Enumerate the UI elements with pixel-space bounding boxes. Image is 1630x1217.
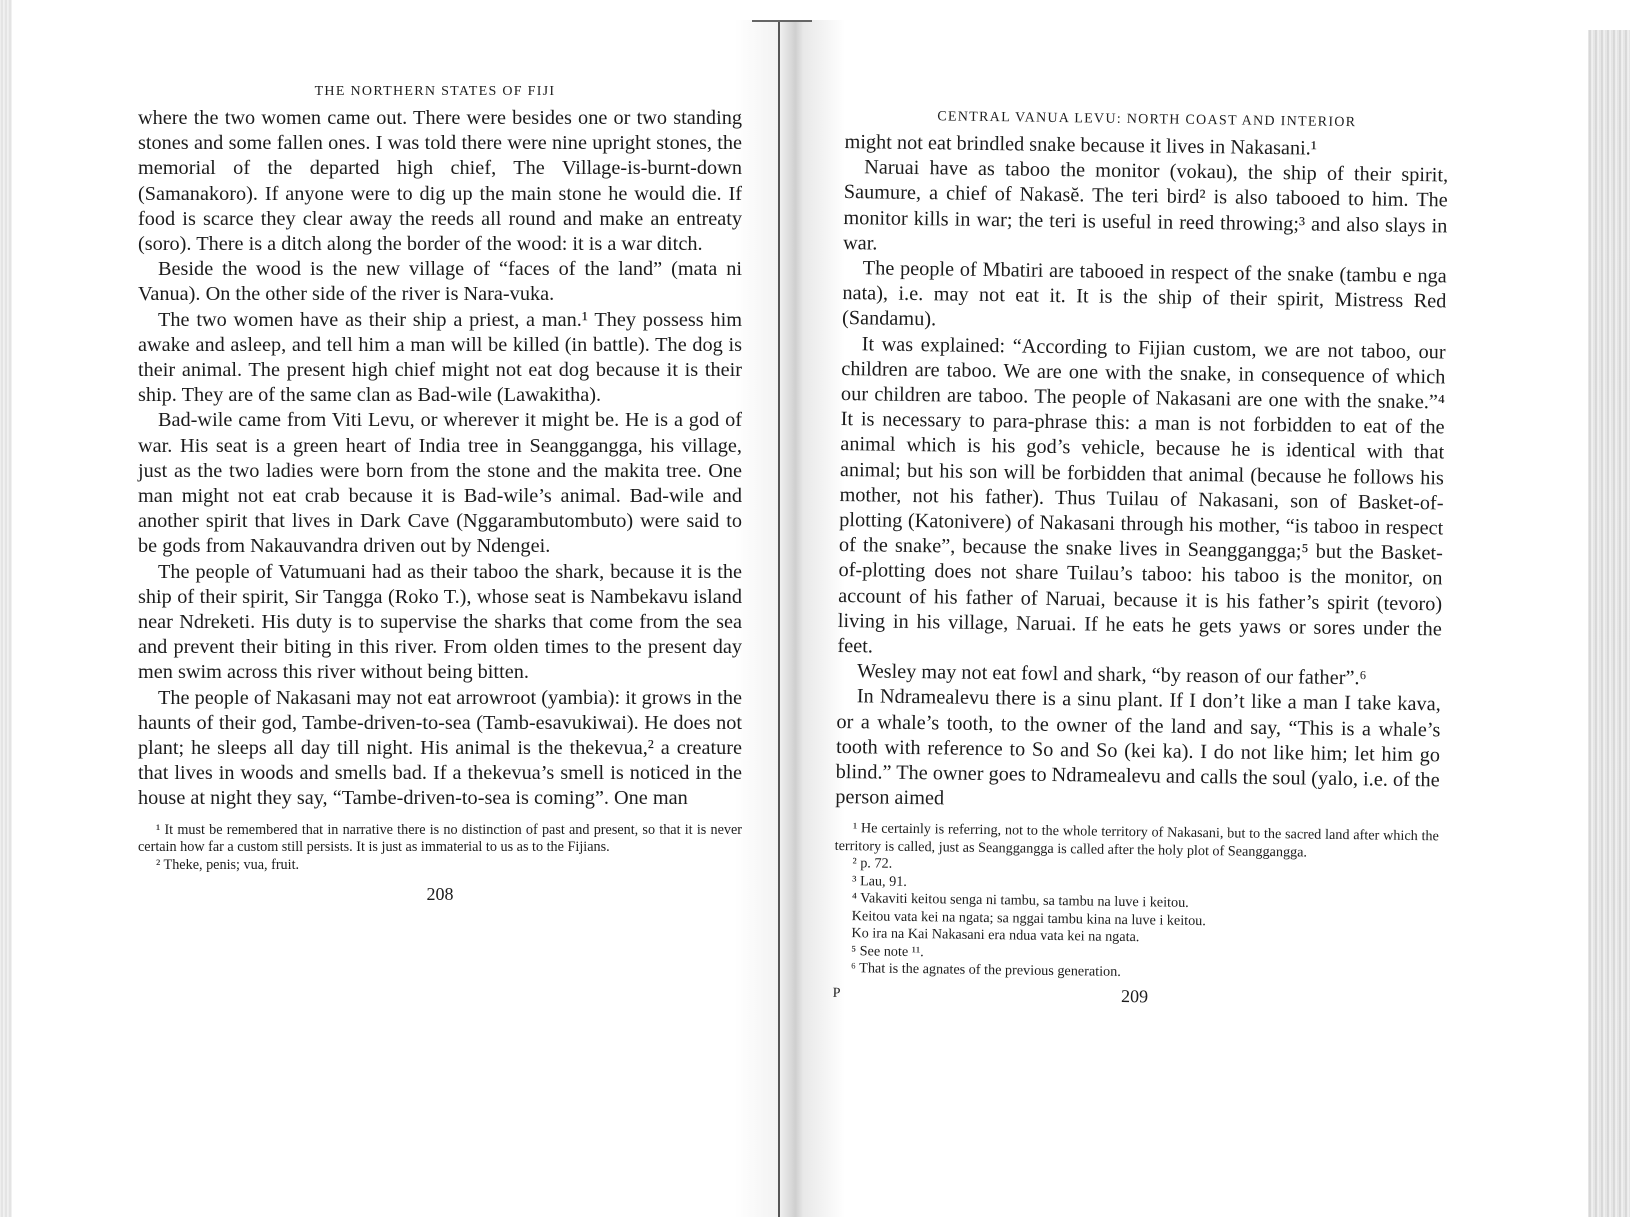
page-footer	[833, 982, 1437, 1011]
page-number: 208	[426, 884, 454, 905]
paragraph: The people of Nakasani may not eat arrowroot (yambia): it grows in the haunts of their god, Tambe-driven-to-sea (Tamb-esavukiwai). He does not plant; he sleeps all day till night. His animal is the thekevua,² a creature that lives in woods and smells bad. If a thekevua’s smell is noticed in the house at night they say, “Tambe-driven-to-sea is coming”. One man	[138, 686, 742, 810]
paragraph: Naruai have as taboo the monitor (vokau), the ship of their spirit, Saumure, a chief of Nakasĕ. The teri bird² is also tabooed to him. The monitor kills in war; the teri is useful in reed throwing;³ and also slays in war.	[842, 156, 1449, 255]
footnote: Keitou vata kei na ngata; sa nggai tambu kina na luve i keitou.	[851, 908, 1206, 930]
paragraph: Wesley may not eat fowl and shark, “by reason of our father”.⁶	[856, 660, 1367, 690]
top-notch	[752, 20, 812, 22]
footnote: ¹ It must be remembered that in narrative there is no distinction of past and present, so that it is never certain how far a custom still persists. It is just as immaterial to us as to the Fijians.	[138, 821, 742, 856]
left-page	[138, 84, 742, 905]
page-number: 209	[1120, 985, 1149, 1007]
paragraph: The people of Mbatiri are tabooed in respect of the snake (tambu e nga nata), i.e. may not eat it. It is the ship of their spirit, Mistress Red (Sandamu).	[841, 257, 1447, 331]
running-head: CENTRAL VANUA LEVU: NORTH COAST AND INTERIOR	[937, 109, 1357, 131]
running-head: THE NORTHERN STATES OF FIJI	[314, 84, 556, 99]
paragraph: where the two women came out. There were besides one or two standing stones and some fallen ones. I was told there were nine upright stones, the memorial of the departed high chief, The Village-is-burnt-down (Samanakoro). If anyone were to dig up the main stone he would die. If food is scarce they clear away the reeds all round and make an entreaty (soro). There is a ditch along the border of the wood: it is a war ditch.	[138, 107, 742, 256]
paragraph: Beside the wood is the new village of “faces of the land” (mata ni Vanua). On the other side of the river is Nara-vuka.	[138, 258, 742, 306]
right-page-edges	[1588, 30, 1630, 1217]
footnotes	[138, 822, 742, 875]
paragraph: It was explained: “According to Fijian custom, we are not taboo, our children are taboo. We are one with the snake, in consequence of which our children are taboo. The people of Nakasani are one with the snake.”⁴ It is necessary to para-phrase this: a man is not forbidden to eat of the animal which is his god’s vehicle, because he is identical with that animal; but his son will be forbidden that animal (because he follows his mother, not his father). Thus Tuilau of Nakasani, son of Basket-of-plotting (Katonivere) of Nakasani through his mother, “is taboo in respect of the snake”, because the snake lives in Seanggangga;⁵ but the Basket-of-plotting does not share Tuilau’s taboo: his taboo is the monitor, on account of his father of Naruai, because it is his father’s spirit (tevoro) living in his village, Naruai. If he eats he gets yaws or sores under the feet.	[837, 332, 1446, 658]
paragraph: The two women have as their ship a priest, a man.¹ They possess him awake and asleep, and tell him a man will be killed (in battle). The dog is their animal. The present high chief might not eat dog because it is their ship. They are of the same clan as Bad-wile (Lawakitha).	[138, 308, 742, 407]
spine-line	[778, 20, 780, 1217]
footnote: ⁶ That is the agnates of the previous generation.	[850, 960, 1121, 981]
footnote: ³ Lau, 91.	[852, 873, 907, 890]
footnote: ⁵ See note ¹¹.	[851, 943, 924, 961]
paragraph: In Ndramealevu there is a sinu plant. If I don’t like a man I take kava, or a whale’s tooth, to the owner of the land and say, “This is a whale’s tooth with reference to So and So (kei ka). I do not like him; let him go blind.” The owner goes to Ndramealevu and calls the soul (yalo, i.e. of the person aimed	[835, 685, 1441, 810]
body-text	[138, 106, 742, 812]
body-text	[835, 130, 1448, 819]
gutter-shadow	[735, 20, 845, 1217]
footnote: ² p. 72.	[852, 855, 893, 873]
signature-mark: P	[832, 985, 841, 1002]
paragraph: The people of Vatumuani had as their taboo the shark, because it is the ship of their spirit, Sir Tangga (Roko T.), whose seat is Nambekavu island near Ndreketi. His duty is to supervise the sharks that come from the sea and prevent their biting in this river. From olden times to the present day men swim across this river without being bitten.	[138, 560, 742, 684]
paragraph: Bad-wile came from Viti Levu, or wherever it might be. He is a god of war. His seat is a green heart of India tree in Seanggangga, his village, just as the two ladies were born from the stone and the makita tree. One man might not eat crab because it is Bad-wile’s animal. Bad-wile and another spirit that lives in Dark Cave (Nggarambutombuto) were said to be gods from Nakauvandra driven out by Ndengei.	[138, 409, 742, 558]
right-page	[833, 108, 1449, 1011]
footnote: ¹ He certainly is referring, not to the whole territory of Nakasani, but to the sacred land after which the territory is called, just as Seanggangga is called after the holy plot of Seanggangga.	[834, 820, 1439, 861]
footnotes	[833, 820, 1439, 986]
footnote: ⁴ Vakaviti keitou senga ni tambu, sa tambu na luve i keitou.	[851, 890, 1189, 912]
footnote: ² Theke, penis; vua, fruit.	[156, 856, 300, 873]
paragraph: might not eat brindled snake because it lives in Nakasani.¹	[844, 130, 1318, 160]
footnote: Ko ira na Kai Nakasani era ndua vata kei na ngata.	[851, 925, 1140, 946]
left-page-edges	[0, 0, 12, 1217]
